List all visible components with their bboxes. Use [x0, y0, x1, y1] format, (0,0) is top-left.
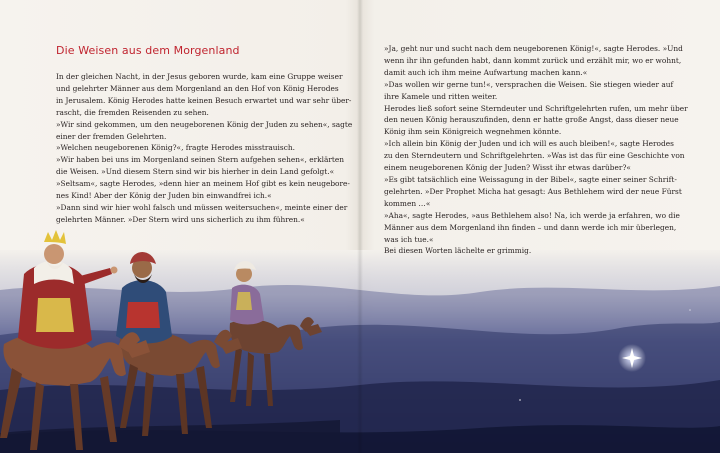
- right-text-column: [384, 43, 688, 257]
- book-gutter: [357, 0, 363, 453]
- text-line: rascht, die fremden Reisenden zu sehen.: [56, 107, 209, 117]
- text-line: »Ja, geht nur und sucht nach dem neugeborenen König!«, sagte Herodes. »Und: [384, 44, 683, 53]
- wise-men-illustration: [0, 228, 340, 453]
- camel-3: [230, 317, 322, 406]
- text-line: einer der fremden Gelehrten.: [56, 131, 167, 141]
- page-title: Die Weisen aus dem Morgenland: [56, 44, 240, 57]
- text-line: »Wir haben bei uns im Morgenland seinen Stern aufgehen sehen«, erklärten: [56, 155, 344, 165]
- star-icon: [618, 344, 646, 372]
- text-line: was ich tue.«: [384, 234, 434, 244]
- text-line: ihre Kamele und ritten weiter.: [384, 91, 498, 101]
- text-line: gelehrten Männer. »Der Stern wird uns sicherlich zu ihm führen.«: [56, 214, 305, 224]
- text-line: zu den Sterndeutern und Schriftgelehrten. »Was ist das für eine Geschichte von: [384, 151, 685, 161]
- text-line: und gelehrter Männer aus dem Morgenland an den Hof von König Herodes: [56, 83, 339, 93]
- text-line: »Welchen neugeborenen König?«, fragte Herodes misstrauisch.: [56, 143, 295, 153]
- text-line: Herodes ließ sofort seine Sterndeuter und Schriftgelehrten rufen, um mehr über: [384, 103, 688, 113]
- text-line: gelehrten. »Der Prophet Micha hat gesagt: Aus Bethlehem wird der neue Fürst: [384, 186, 682, 196]
- text-line: »Wir sind gekommen, um den neugeborenen König der Juden zu sehen«, sagte: [56, 119, 353, 129]
- text-line: »Dann sind wir hier wohl falsch und müssen weitersuchen«, meinte einer der: [56, 202, 348, 212]
- left-text-column: [56, 71, 353, 226]
- text-line: wenn ihr ihn gefunden habt, dann kommt zurück und erzählt mir, wo er wohnt,: [384, 55, 682, 65]
- text-line: König ihm sein Königreich wegnehmen könnte.: [384, 127, 562, 137]
- text-line: In der gleichen Nacht, in der Jesus geboren wurde, kam eine Gruppe weiser: [56, 72, 343, 81]
- text-line: kommen …«: [384, 198, 431, 208]
- wise-man-1: [18, 230, 118, 349]
- wise-man-3: [230, 261, 264, 325]
- text-line: die Weisen. »Und diesem Stern sind wir bis hierher in dein Land gefolgt.«: [56, 167, 335, 177]
- wise-man-2: [116, 252, 172, 344]
- text-line: in Jerusalem. König Herodes hatte keinen Besuch erwartet und war sehr über-: [56, 95, 352, 105]
- text-line: einem neugeborenen König der Juden? Wisst ihr etwas darüber?«: [384, 163, 631, 173]
- text-line: Bei diesen Worten lächelte er grimmig.: [384, 246, 532, 256]
- text-line: »Es gibt tatsächlich eine Weissagung in der Bibel«, sagte einer seiner Schrift-: [384, 174, 677, 184]
- text-line: damit auch ich ihm meine Aufwartung machen kann.«: [384, 67, 588, 77]
- text-line: nes Kind! Aber der König der Juden bin einwandfrei ich.«: [56, 191, 272, 201]
- text-line: den neuen König herauszufinden, denn er hatte große Angst, dass dieser neue: [384, 115, 679, 125]
- text-line: Männer aus dem Morgenland ihn finden – und dann werde ich mir überlegen,: [384, 222, 677, 232]
- text-line: »Das wollen wir gerne tun!«, versprachen die Weisen. Sie stiegen wieder auf: [384, 79, 674, 89]
- text-line: »Seltsam«, sagte Herodes, »denn hier an meinem Hof gibt es kein neugebore-: [56, 179, 350, 189]
- text-line: »Aha«, sagte Herodes, »aus Bethlehem also! Na, ich werde ja erfahren, wo die: [384, 210, 680, 220]
- text-line: »Ich allein bin König der Juden und ich will es auch bleiben!«, sagte Herodes: [384, 139, 674, 149]
